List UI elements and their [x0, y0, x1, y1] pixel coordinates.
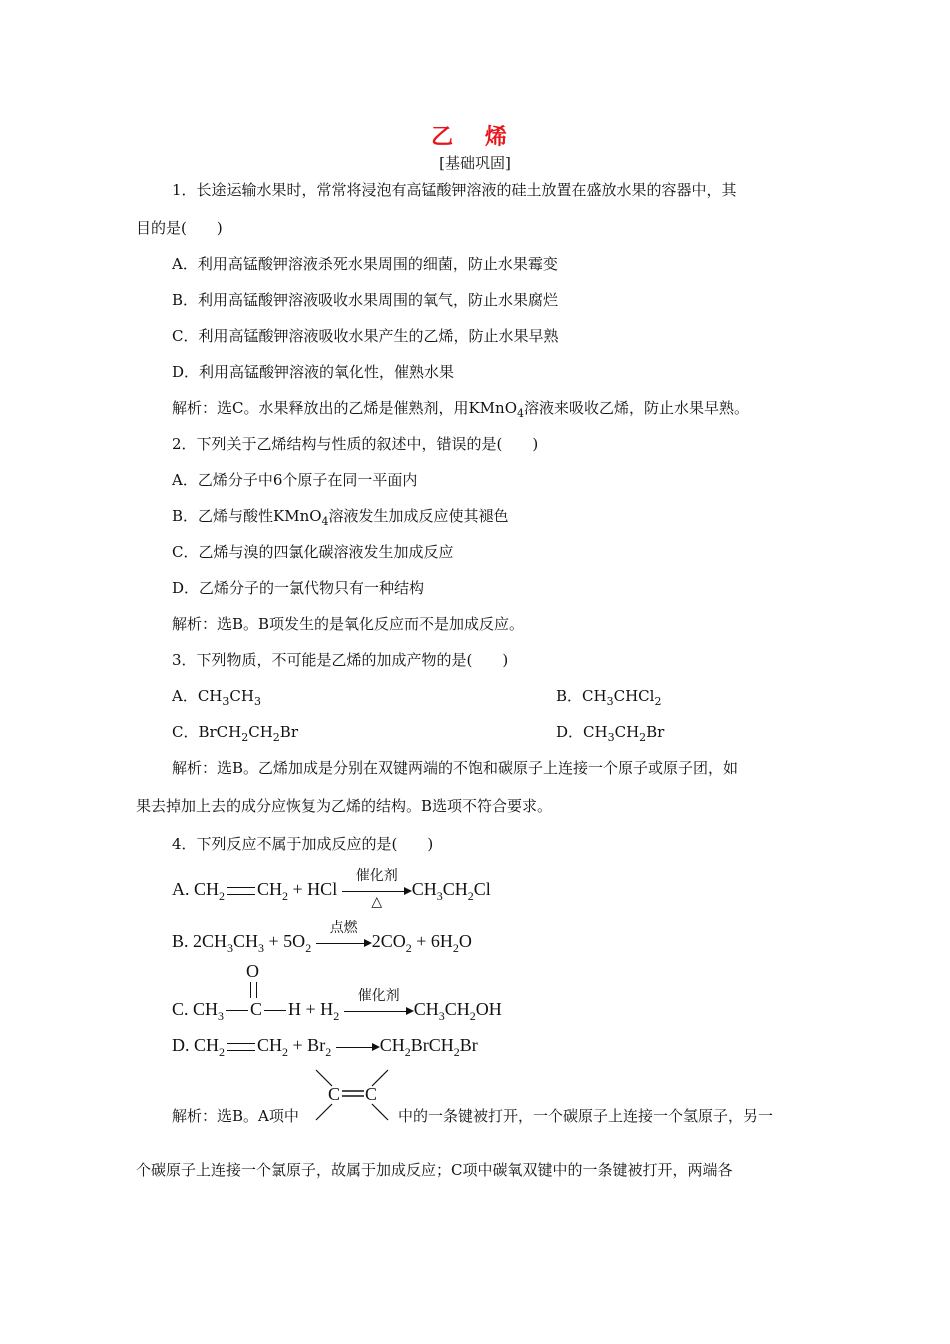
q4-analysis-pre: 解析：选B。A项中 [172, 1107, 299, 1125]
q3-analysis-line1: 解析：选B。乙烯加成是分别在双键两端的不饱和碳原子上连接一个原子或原子团，如 [172, 759, 739, 777]
q1-analysis: 解析：选C。水果释放出的乙烯是催熟剂，用KMnO$_4$溶液来吸收乙烯，防止水果早熟。 [172, 399, 750, 420]
q4-analysis-post: 中的一条键被打开，一个碳原子上连接一个氢原子，另一 [398, 1107, 774, 1125]
q2-analysis: 解析：选B。B项发生的是氧化反应而不是加成反应。 [172, 615, 525, 633]
q2-stem: 2．下列关于乙烯结构与性质的叙述中，错误的是( ) [172, 435, 539, 453]
q1-option-b: B．利用高锰酸钾溶液吸收水果周围的氧气，防止水果腐烂 [172, 291, 559, 309]
q1-option-c: C．利用高锰酸钾溶液吸收水果产生的乙烯，防止水果早熟 [172, 327, 559, 345]
q3-option-c: C．$BrCH_2CH_2Br$ [172, 723, 298, 744]
q4-analysis-line2: 个碳原子上连接一个氯原子，故属于加成反应；C项中碳氧双键中的一条键被打开，两端各 [136, 1161, 733, 1179]
q1-stem-line1: 1．长途运输水果时，常常将浸泡有高锰酸钾溶液的硅土放置在盛放水果的容器中，其 [172, 181, 737, 199]
double-bond [227, 1043, 255, 1051]
equation-b: B. $2CH_3CH_3 + 5O_2$ 点燃 $2CO_2 + 6H_2O$ [172, 920, 472, 955]
equation-d: D. $CH_2$ $CH_2 + Br_2$ $CH_2BrCH_2Br$ [172, 1035, 478, 1059]
q2-option-a: A．乙烯分子中6个原子在同一平面内 [172, 471, 418, 489]
ethylene-structure-diagram [308, 1066, 398, 1126]
q3-stem: 3．下列物质，不可能是乙烯的加成产物的是( ) [172, 651, 509, 669]
double-bond [227, 887, 255, 895]
reaction-arrow [336, 1036, 380, 1058]
q1-option-d: D．利用高锰酸钾溶液的氧化性，催熟水果 [172, 363, 455, 381]
q3-analysis-line2: 果去掉加上去的成分应恢复为乙烯的结构。B选项不符合要求。 [136, 797, 553, 815]
reaction-arrow: 催化剂 [344, 1000, 414, 1022]
q1-option-a: A．利用高锰酸钾溶液杀死水果周围的细菌，防止水果霉变 [172, 255, 558, 273]
carbon-left: C [328, 1084, 341, 1104]
q1-stem-line2: 目的是( ) [136, 219, 223, 237]
q2-option-d: D．乙烯分子的一氯代物只有一种结构 [172, 579, 425, 597]
equation-c: C. $CH_3$ C $H + H_2$ 催化剂 $CH_3CH_2OH$ [172, 988, 502, 1023]
bond-lower-right [372, 1104, 388, 1120]
q4-stem: 4．下列反应不属于加成反应的是( ) [172, 835, 434, 853]
reaction-arrow: 催化剂 △ [342, 880, 412, 902]
carbonyl-double-bond [250, 982, 257, 998]
q3-option-d: D．$CH_3CH_2Br$ [556, 723, 665, 744]
q3-option-a: A．$CH_3CH_3$ [172, 687, 261, 708]
reaction-arrow: 点燃 [316, 932, 372, 954]
carbonyl-oxygen: O [246, 961, 259, 981]
q3-option-b: B．$CH_3CHCl_2$ [556, 687, 662, 708]
carbon-right: C [365, 1084, 378, 1104]
bond-lower-left [316, 1104, 332, 1120]
equation-a: A. $CH_2$ $CH_2$ + HCl 催化剂 △ $CH_3CH_2Cl$ [172, 868, 491, 910]
page-title: 乙 烯 [431, 124, 519, 150]
q2-option-b: B．乙烯与酸性KMnO$_4$溶液发生加成反应使其褪色 [172, 507, 509, 528]
q2-option-c: C．乙烯与溴的四氯化碳溶液发生加成反应 [172, 543, 454, 561]
section-subtitle: [基础巩固] [439, 154, 511, 172]
